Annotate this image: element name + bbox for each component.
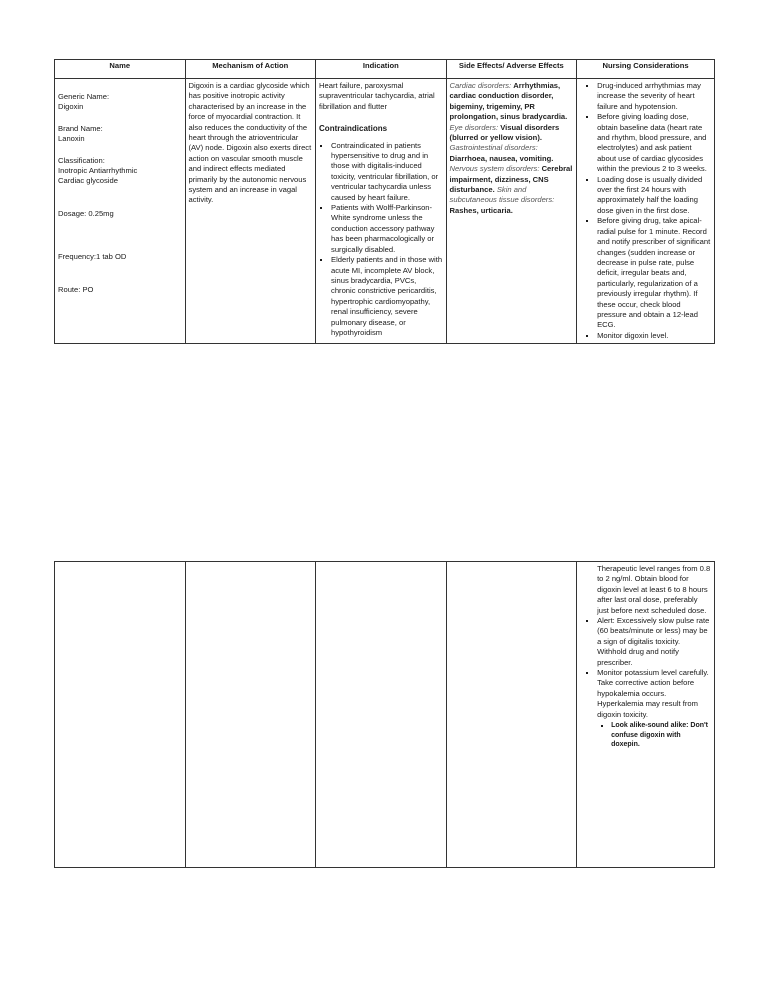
indication-cell bbox=[316, 79, 447, 344]
route: Route: PO bbox=[58, 284, 94, 294]
header-name: Name bbox=[55, 60, 186, 79]
list-item bbox=[597, 668, 711, 750]
side-effect-category: Cardiac disorders: bbox=[449, 81, 512, 90]
contraindications-list bbox=[319, 141, 443, 339]
nursing-list bbox=[580, 81, 711, 341]
list-item: ▪ Contraindicated in patients hypersensitive to drug and in those with digitalis-induced toxicity, ventricular fibrillation, or ventricular tachycardia unless caused by heart failure. bbox=[331, 141, 443, 203]
side-effect-category: Gastrointestinal disorders: bbox=[449, 143, 538, 153]
side-effect-list: Cerebral impairment, dizziness, CNS disturbance. bbox=[449, 164, 573, 195]
therapeutic-level-text: Therapeutic level ranges from 0.8 to 2 ng/ml. Obtain blood for digoxin level at least 6 to 8 hours after last oral dose, preferably just before next scheduled dose. bbox=[597, 564, 711, 615]
table-row bbox=[55, 562, 715, 868]
side-effect-list: Rashes, urticaria. bbox=[449, 205, 513, 215]
side-effects-cell-empty bbox=[446, 562, 577, 868]
header-nursing: Nursing Considerations bbox=[577, 60, 715, 79]
list-item: ▪ Patients with Wolff-Parkinson-White syndrome unless the conduction accessory pathway has been pharmacologically or surgically disabled. bbox=[331, 203, 443, 255]
side-effect-category: Eye disorders: bbox=[449, 122, 499, 132]
dosage: Dosage: 0.25mg bbox=[58, 208, 114, 218]
list-item-text: Monitor potassium level carefully. Take corrective action before hypokalemia occurs. Hyperkalemia may result from digoxin toxicity. bbox=[597, 668, 709, 719]
drug-table bbox=[54, 59, 715, 344]
nursing-cell-continued bbox=[577, 562, 715, 868]
brand-name-label: Brand Name: bbox=[58, 123, 103, 133]
list-item: ▪ Alert: Excessively slow pulse rate (60 beats/minute or less) may be a sign of digitalis toxicity. Withhold drug and notify prescriber. bbox=[597, 616, 711, 668]
drug-table-continued bbox=[54, 561, 715, 868]
nursing-list-continued bbox=[580, 616, 711, 750]
header-indication: Indication bbox=[316, 60, 447, 79]
header-row bbox=[55, 60, 715, 79]
classification-value-1: Inotropic Antiarrhythmic bbox=[58, 166, 138, 176]
indication-cell-empty bbox=[316, 562, 447, 868]
list-item: ▪ Loading dose is usually divided over the first 24 hours with approximately half the loading dose given in the first dose. bbox=[597, 175, 711, 217]
side-effect-category: Nervous system disorders: bbox=[449, 164, 540, 174]
generic-name-label: Generic Name: bbox=[58, 92, 110, 101]
header-side-effects: Side Effects/ Adverse Effects bbox=[446, 60, 577, 79]
classification-label: Classification: bbox=[58, 155, 105, 165]
frequency: Frequency:1 tab OD bbox=[58, 252, 127, 262]
list-item: ▪ Before giving drug, take apical-radial pulse for 1 minute. Record and notify prescriber of significant changes (sudden increase or decrease in pulse rate, pulse deficit, irregular beats and, particularly, regularization of a previously irregular rhythm). If these occur, check blood pressure and obtain a 12-lead ECG. bbox=[597, 216, 711, 330]
nursing-cell bbox=[577, 79, 715, 344]
nested-list bbox=[597, 721, 711, 750]
side-effect-list: Diarrhoea, nausea, vomiting. bbox=[449, 153, 554, 163]
name-cell bbox=[55, 79, 186, 344]
list-item: ▪ Monitor digoxin level. bbox=[597, 331, 711, 341]
side-effects-cell bbox=[446, 79, 577, 344]
side-effect-category: Skin and subcutaneous tissue disorders: bbox=[449, 185, 555, 205]
name-cell-empty bbox=[55, 562, 186, 868]
list-item: ▪ Look alike-sound alike: Don't confuse digoxin with doxepin. bbox=[611, 721, 711, 750]
indication-text: Heart failure, paroxysmal supraventricular tachycardia, atrial fibrillation and flutter bbox=[319, 81, 435, 111]
list-item: ▪ Before giving loading dose, obtain baseline data (heart rate and rhythm, blood pressure, and electrolytes) and ask patient about use of cardiac glycosides within the previous 2 to 3 weeks. bbox=[597, 112, 711, 174]
list-item: ▪ Elderly patients and in those with acute MI, incomplete AV block, sinus bradycardia, PVCs, chronic constrictive pericarditis, hypertrophic cardiomyopathy, renal insufficiency, severe pulmonary disease, or hypothyroidism bbox=[331, 255, 443, 338]
side-effect-list: Visual disorders (blurred or yellow vision). bbox=[449, 122, 560, 143]
brand-name-value: Lanoxin bbox=[58, 134, 85, 144]
table-row bbox=[55, 79, 715, 344]
generic-name-value: Digoxin bbox=[58, 102, 84, 112]
list-item: ▪ Drug-induced arrhythmias may increase the severity of heart failure and hypotension. bbox=[597, 81, 711, 112]
classification-value-2: Cardiac glycoside bbox=[58, 176, 118, 186]
mechanism-cell-empty bbox=[185, 562, 316, 868]
mechanism-text: Digoxin is a cardiac glycoside which has positive inotropic activity characterised by an increase in the force of myocardial contraction. It also reduces the conductivity of the heart through the atrioventricular (AV) node. Digoxin also exerts direct action on vascular smooth muscle and indirect effects mediated primarily by the autonomic nervous system and an increase in vagal activity. bbox=[188, 81, 312, 205]
mechanism-cell bbox=[185, 79, 316, 344]
side-effect-list: Arrhythmias, cardiac conduction disorder, bigeminy, trigeminy, PR prolongation, sinus bradycardia. bbox=[449, 81, 568, 122]
header-mechanism: Mechanism of Action bbox=[185, 60, 316, 79]
contraindications-title: Contraindications bbox=[319, 124, 388, 134]
